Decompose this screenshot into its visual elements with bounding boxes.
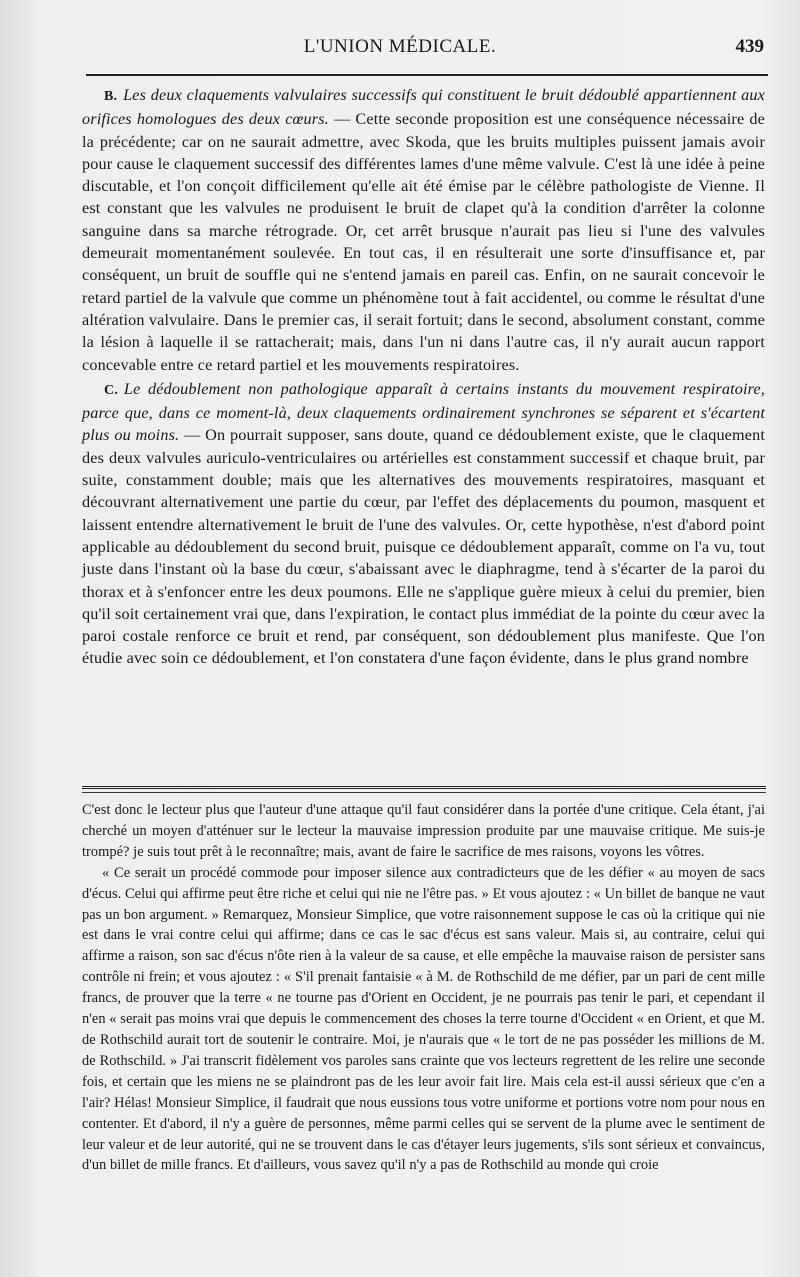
- paragraph-b: [82, 84, 765, 376]
- header-rule: [86, 74, 768, 76]
- paragraph-c-lead: C.: [104, 382, 118, 398]
- paragraph-c-proposition: Le dédoublement non pathologique apparaît à certains instants du mouvement respiratoire, parce que, dans ce moment-là, deux claquements ordinairement synchrones se séparent et s'écartent plus ou moins.: [82, 379, 765, 445]
- feuilleton-rule: [82, 786, 766, 791]
- page-number: 439: [735, 36, 764, 57]
- feuilleton-rule-thin: [82, 792, 766, 793]
- running-title: L'UNION MÉDICALE.: [303, 36, 497, 57]
- feuilleton-paragraph-1: C'est donc le lecteur plus que l'auteur d'une attaque qu'il faut considérer dans la portée d'une critique. Cela étant, j'ai cherché un moyen d'atténuer sur le lecteur la mauvaise impression produite par une mauvaise critique. Me suis-je trompé? je suis tout prêt à le reconnaître; mais, avant de faire le sacrifice de mes raisons, voyons les vôtres.: [82, 802, 765, 860]
- feuilleton-paragraph-2: « Ce serait un procédé commode pour imposer silence aux contradicteurs que de les défier « au moyen de sacs d'écus. Celui qui affirme peut être riche et celui qui nie ne l'être pas. » Et vous ajoutez : « Un billet de banque ne vaut pas un bon argument. » Remarquez, Monsieur Simplice, que votre raisonnement suppose le cas où la critique qui nie est dans le vrai contre celui qui affirme; dans ce cas le sac d'écus est sans valeur. Mais si, au contraire, celui qui affirme a raison, son sac d'écus n'ôte rien à la valeur de sa cause, et elle empêche la mauvaise raison de persister sans contrôle ni frein; et vous ajoutez : « S'il prenait fantaisie « à M. de Rothschild de me défier, par un pari de cent mille francs, de prouver que la terre « ne tourne pas d'Orient en Occident, je ne pourrais pas tenir le pari, et cependant il n'en « serait pas moins vrai que depuis le commencement des choses la terre tourne d'Occident « en Orient, et que M. de Rothschild aurait tort de soutenir le contraire. Moi, je n'aurais que « le tort de ne pas posséder les millions de M. de Rothschild. » J'ai transcrit fidèlement vos paroles sans crainte que vos lecteurs regrettent de les relire une seconde fois, et certain que les miens ne se plaindront pas de les leur avoir fait lire. Mais cela est-il aussi sérieux que c'en a l'air? Hélas! Monsieur Simplice, il faudrait que nous eussions tous votre uniforme et portions votre nom pour nous en contenter. Et d'abord, il n'y a guère de personnes, même parmi celles qui se servent de la plume avec le sentiment de leur valeur et de leur autorité, qui ne se trouvent dans le cas d'étayer leurs jugements, s'ils sont sérieux et convaincus, d'un billet de mille francs. Et d'ailleurs, vous savez qu'il n'y a pas de Rothschild au monde qui croie: [82, 864, 765, 1174]
- paragraph-b-proposition: Les deux claquements valvulaires successifs qui constituent le bruit dédoublé appartiennent aux orifices homologues des deux cœurs.: [82, 86, 765, 129]
- paragraph-b-lead: B.: [104, 89, 118, 104]
- paragraph-c-body: — On pourrait supposer, sans doute, quand ce dédoublement existe, que le claquement des deux valvules auriculo-ventriculaires ou artérielles est constamment successif et chaque bruit, par suite, constamment double; mais que les alternatives des mouvements respiratoires, masquant et découvrant alternativement une partie du cœur, par l'effet des déplacements du poumon, masquent et laissent entendre alternativement le bruit de l'une des valvules. Or, cette hypothèse, n'est d'abord point applicable au dédoublement du second bruit, puisque ce dédoublement apparaît, comme on l'a vu, tout juste dans l'instant où la base du cœur, s'abaissant avec le diaphragme, tend à s'écarter de la paroi du thorax et à s'enfoncer entre les deux poumons. Elle ne s'applique guère mieux à celui du premier, bien qu'il soit certainement vrai que, dans l'expiration, le contact plus immédiat de la pointe du cœur avec la paroi costale renforce ce bruit et rend, par conséquent, son dédoublement plus manifeste. Que l'on étudie avec soin ce dédoublement, et l'on constatera d'une façon évidente, dans le plus grand nombre: [82, 426, 765, 668]
- paragraph-b-body: — Cette seconde proposition est une conséquence nécessaire de la précédente; car on ne saurait admettre, avec Skoda, que les bruits multiples puissent jamais avoir pour cause le claquement successif des différentes lames d'une même valvule. C'est là une idée à peine discutable, et l'on conçoit difficilement qu'elle ait été émise par le célèbre pathologiste de Vienne. Il est constant que les valvules ne produisent le bruit de clapet qu'à la condition d'arrêter la colonne sanguine dans sa marche rétrograde. Or, cet arrêt brusque n'aurait pas lieu si l'une des valvules demeurait momentanément soulevée. En tout cas, il en résulterait une sorte d'insuffisance et, par conséquent, un bruit de souffle qui ne s'entend jamais en pareil cas. Enfin, on ne saurait concevoir le retard partiel de la valvule que comme un phénomène tout à fait accidentel, ou comme le résultat d'une altération valvulaire. Dans le premier cas, il serait fortuit; dans le second, absolument constant, comme la lésion à laquelle il se rattacherait; mais, dans l'un ni dans l'autre cas, il n'y aurait aucun rapport concevable entre ce retard partiel et les mouvements respiratoires.: [82, 110, 766, 374]
- page-header: [0, 36, 800, 66]
- paragraph-c: [82, 378, 765, 670]
- feuilleton-text: [82, 800, 765, 1176]
- main-text: [82, 84, 765, 670]
